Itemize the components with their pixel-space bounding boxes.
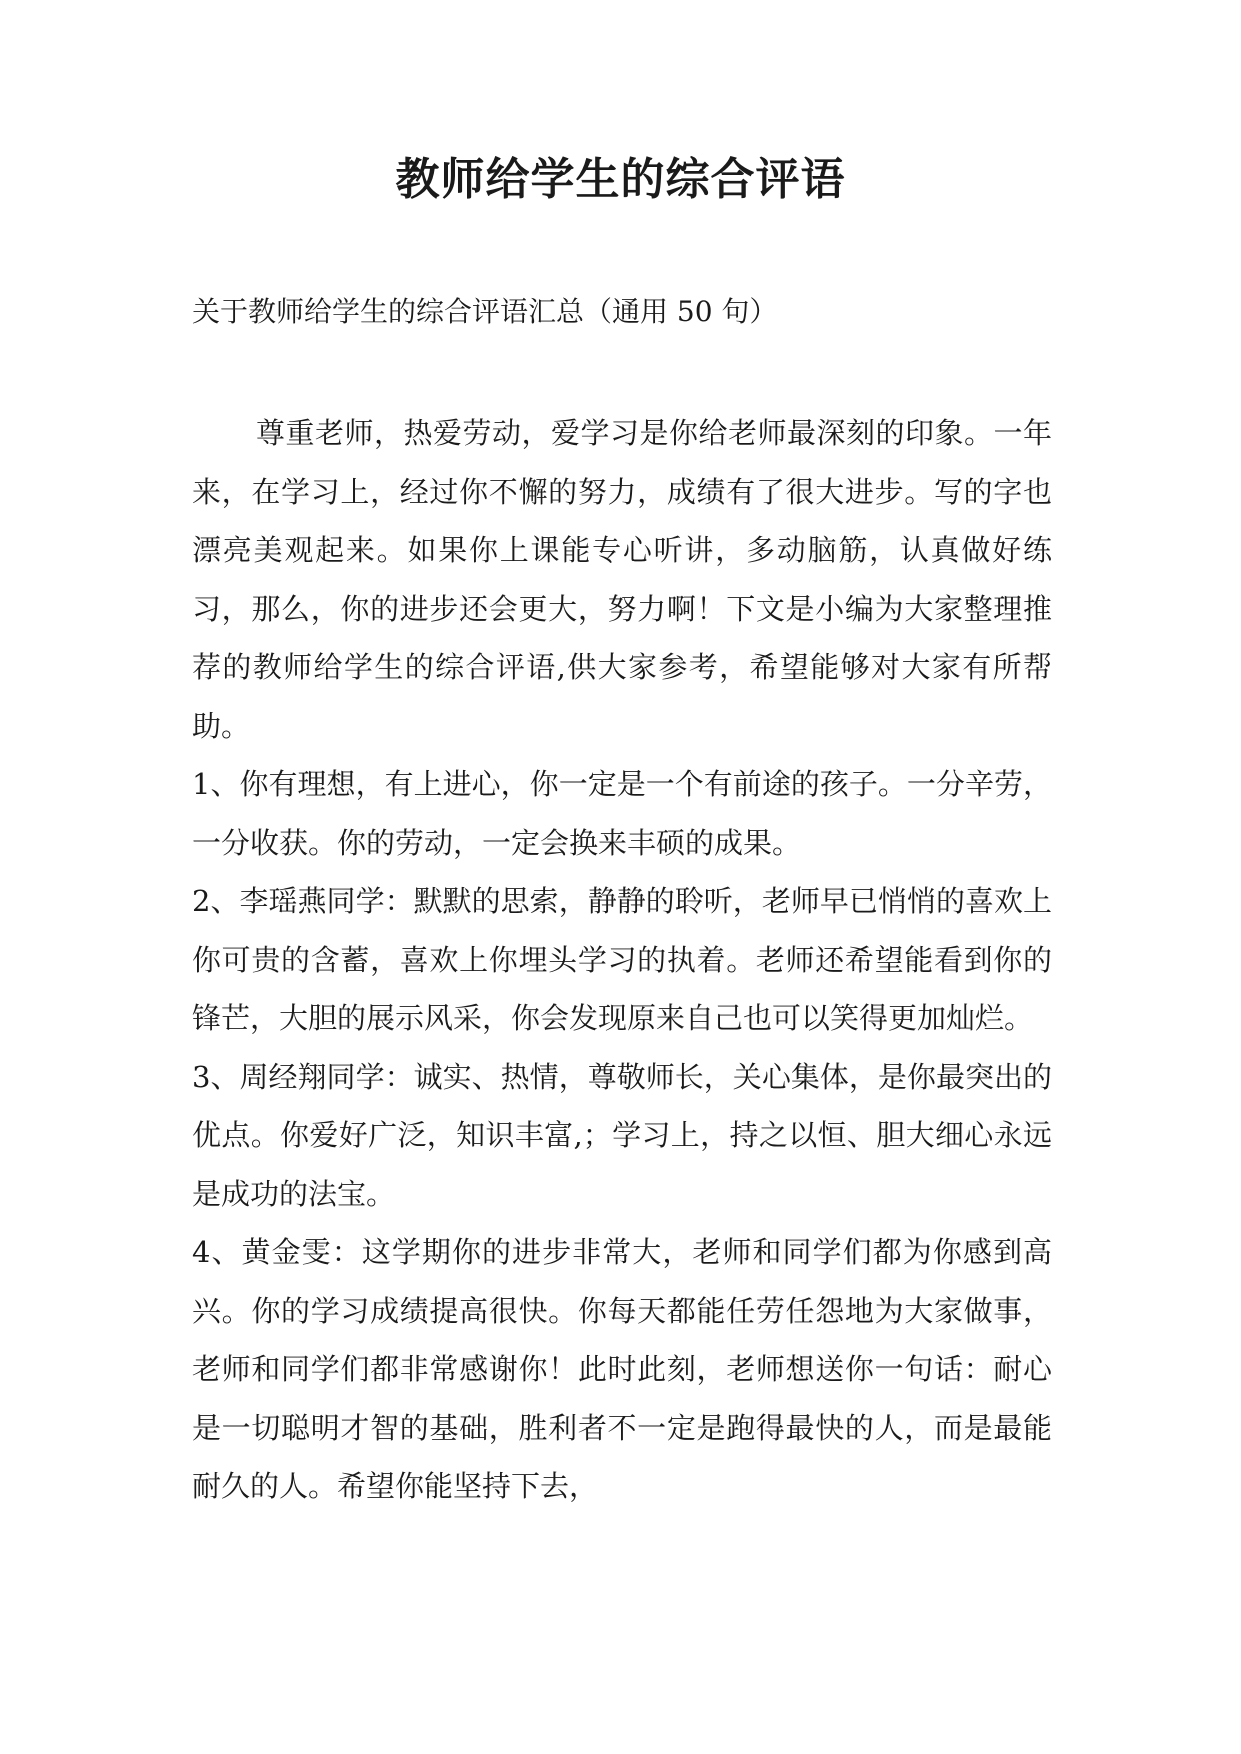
comment-paragraph-2: 2、李瑶燕同学：默默的思索，静静的聆听，老师早已悄悄的喜欢上你可贵的含蓄，喜欢上你埋头学习的执着。老师还希望能看到你的锋芒，大胆的展示风采，你会发现原来自己也可以笑得更加灿烂。: [192, 884, 1052, 1035]
document-subtitle: 关于教师给学生的综合评语汇总（通用 50 句）: [192, 295, 778, 328]
document-title: 教师给学生的综合评语: [395, 154, 846, 205]
document-body: [192, 404, 1052, 1516]
comment-paragraph-1: 1、你有理想，有上进心，你一定是一个有前途的孩子。一分辛劳，一分收获。你的劳动，一定会换来丰硕的成果。: [192, 767, 1052, 860]
comment-paragraph-4: 4、黄金雯：这学期你的进步非常大，老师和同学们都为你感到高兴。你的学习成绩提高很快。你每天都能任劳任怨地为大家做事，老师和同学们都非常感谢你！此时此刻，老师想送你一句话：耐心是一切聪明才智的基础，胜利者不一定是跑得最快的人，而是最能耐久的人。希望你能坚持下去，: [192, 1235, 1052, 1503]
comment-paragraph-3: 3、周经翔同学：诚实、热情，尊敬师长，关心集体，是你最突出的优点。你爱好广泛，知识丰富,；学习上，持之以恒、胆大细心永远是成功的法宝。: [192, 1059, 1052, 1211]
intro-paragraph: 尊重老师，热爱劳动，爱学习是你给老师最深刻的印象。一年来，在学习上，经过你不懈的努力，成绩有了很大进步。写的字也漂亮美观起来。如果你上课能专心听讲，多动脑筋，认真做好练习，那么，你的进步还会更大，努力啊！下文是小编为大家整理推荐的教师给学生的综合评语,供大家参考，希望能够对大家有所帮助。: [192, 416, 1052, 743]
